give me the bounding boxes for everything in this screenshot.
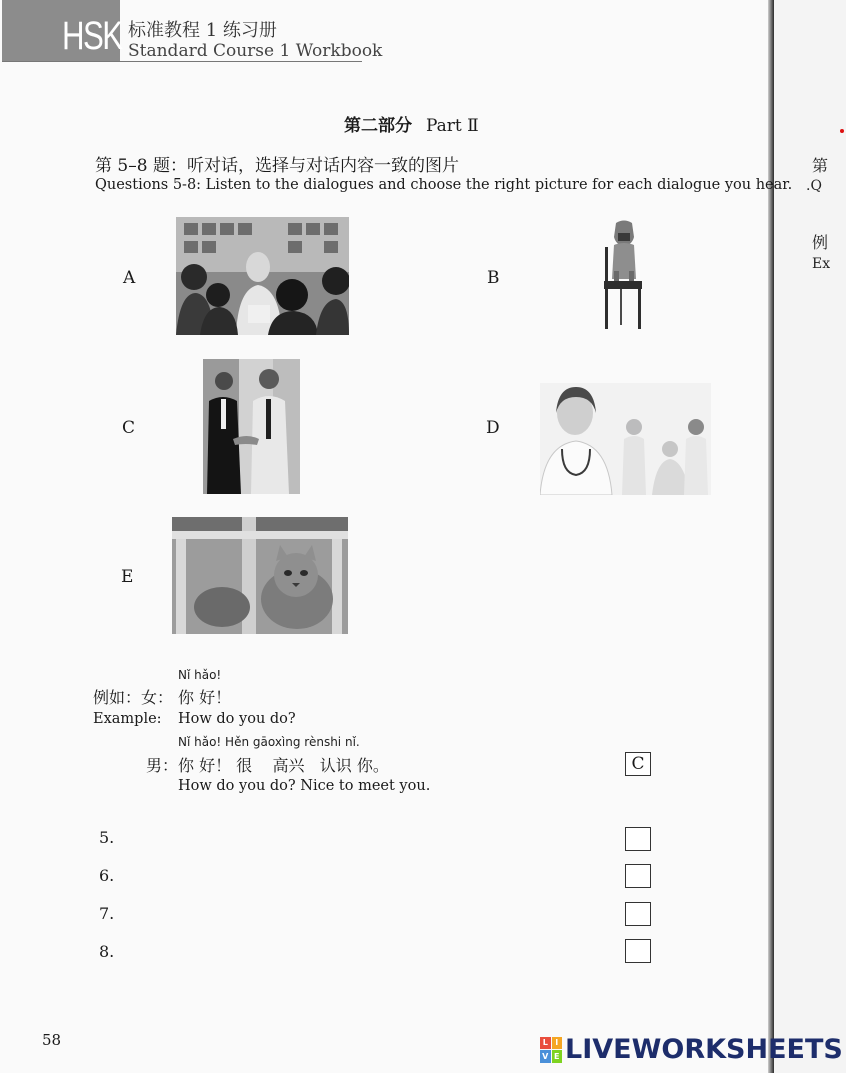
liveworksheets-icon-l: L bbox=[540, 1037, 551, 1050]
option-letter-e: E bbox=[121, 567, 134, 587]
question-5-number: 5. bbox=[99, 828, 115, 847]
option-letter-a: A bbox=[123, 268, 136, 288]
example-line-2-en: How do you do? Nice to meet you. bbox=[178, 778, 431, 794]
doctor-photo bbox=[540, 383, 711, 495]
hsk-logo: HSK bbox=[62, 14, 122, 58]
example-pinyin-2: Nǐ hǎo! Hěn gāoxìng rènshi nǐ. bbox=[178, 735, 360, 749]
example-line-1-cn: 你 好！ bbox=[178, 688, 232, 707]
example-line-2-cn: 你 好！ 很 高兴 认识 你。 bbox=[178, 756, 389, 775]
option-letter-d: D bbox=[486, 418, 500, 438]
question-6-number: 6. bbox=[99, 866, 115, 885]
example-answer-box: C bbox=[625, 752, 651, 776]
next-page-text-4: Ex bbox=[812, 256, 831, 272]
red-dot-mark bbox=[840, 129, 844, 133]
part-title-cn: 第二部分 bbox=[344, 116, 412, 136]
next-page-edge bbox=[774, 0, 846, 1073]
option-letter-c: C bbox=[122, 418, 136, 438]
option-letter-b: B bbox=[487, 268, 500, 288]
page-number: 58 bbox=[42, 1031, 62, 1049]
liveworksheets-icon-v: V bbox=[540, 1050, 551, 1063]
liveworksheets-icon-i: I bbox=[552, 1037, 563, 1050]
hsk-logo-block bbox=[2, 0, 120, 62]
question-8-answer-box[interactable] bbox=[625, 939, 651, 963]
question-5-answer-box[interactable] bbox=[625, 827, 651, 851]
dog-on-chair-photo bbox=[596, 219, 648, 332]
next-page-text-1: 第 bbox=[812, 156, 829, 175]
header-divider bbox=[2, 61, 362, 62]
example-pinyin-1: Nǐ hǎo! bbox=[178, 668, 222, 682]
liveworksheets-logo[interactable] bbox=[540, 1034, 843, 1065]
teacher-and-students-photo bbox=[176, 217, 349, 335]
example-line-1-en: How do you do? bbox=[178, 711, 296, 727]
header-title-cn: 标准教程 1 练习册 bbox=[128, 20, 277, 41]
example-label-en: Example: bbox=[93, 711, 162, 727]
next-page-text-3: 例 bbox=[812, 233, 829, 252]
instructions-cn: 第 5–8 题：听对话，选择与对话内容一致的图片 bbox=[95, 156, 459, 176]
example-label-cn: 例如：女： bbox=[93, 688, 174, 707]
part-title-en: Part Ⅱ bbox=[426, 116, 479, 136]
header-title-en: Standard Course 1 Workbook bbox=[128, 41, 383, 61]
question-8-number: 8. bbox=[99, 942, 115, 961]
liveworksheets-brand: LIVEWORKSHEETS bbox=[565, 1034, 843, 1065]
part-title bbox=[344, 111, 479, 136]
example-speaker-2: 男： bbox=[146, 756, 179, 775]
question-6-answer-box[interactable] bbox=[625, 864, 651, 888]
instructions-en: Questions 5-8: Listen to the dialogues and choose the right picture for each dialogue you hear. bbox=[95, 177, 793, 193]
handshake-photo bbox=[203, 359, 300, 494]
liveworksheets-icon bbox=[540, 1037, 562, 1063]
question-7-answer-box[interactable] bbox=[625, 902, 651, 926]
next-page-text-2: .Q bbox=[806, 178, 822, 194]
liveworksheets-icon-e: E bbox=[552, 1050, 563, 1063]
cat-under-chair-photo bbox=[172, 517, 348, 634]
question-7-number: 7. bbox=[99, 904, 115, 923]
